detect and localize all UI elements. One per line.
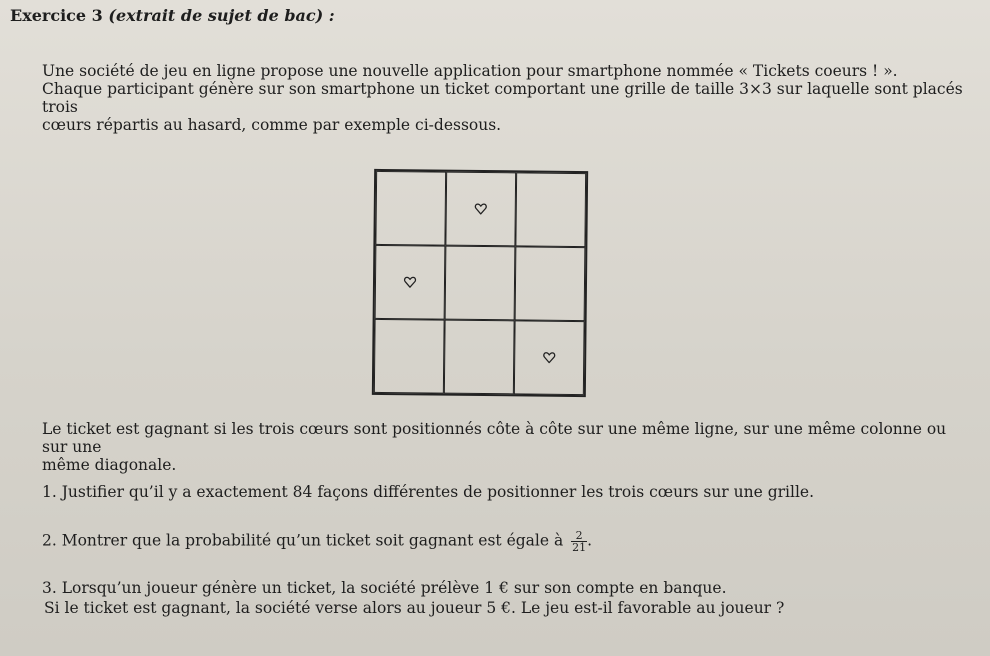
grid-cell — [444, 320, 515, 395]
intro-line-1: Une société de jeu en ligne propose une nouvelle application pour smartphone nommée « Tickets coeurs ! ». — [42, 62, 898, 80]
exercise-title — [10, 6, 335, 25]
question-3 — [42, 578, 784, 618]
question-1: 1. Justifier qu’il y a exactement 84 façons différentes de positionner les trois cœurs sur une grille. — [42, 483, 815, 501]
winning-rule-line-2: même diagonale. — [42, 456, 177, 474]
question-3-line-1: 3. Lorsqu’un joueur génère un ticket, la société prélève 1 € sur son compte en banque. — [42, 579, 727, 597]
winning-rule-line-1: Le ticket est gagnant si les trois cœurs sont positionnés côte à côte sur une même ligne, sur une même colonne ou sur une — [42, 420, 947, 456]
grid-cell — [515, 246, 586, 321]
fraction-numerator: 2 — [575, 529, 583, 542]
question-3-line-2: Si le ticket est gagnant, la société verse alors au joueur 5 €. Le jeu est-il favorable au joueur ? — [44, 599, 785, 617]
grid-cell — [375, 171, 446, 246]
probability-fraction — [571, 530, 587, 553]
question-2 — [42, 530, 592, 553]
heart-icon — [474, 202, 488, 216]
winning-rule — [42, 420, 972, 474]
heart-icon — [542, 351, 556, 365]
exercise-title-subtitle: (extrait de sujet de bac) : — [108, 6, 335, 25]
heart-icon — [403, 275, 417, 289]
intro-line-3: cœurs répartis au hasard, comme par exemple ci-dessous. — [42, 116, 502, 134]
grid-cell — [445, 172, 516, 247]
intro-line-2: Chaque participant génère sur son smartphone un ticket comportant une grille de taille 3×3 sur laquelle sont placés trois — [42, 80, 963, 116]
grid-cell — [514, 320, 585, 395]
fraction-denominator: 21 — [572, 541, 587, 554]
ticket-grid — [372, 169, 588, 397]
exercise-intro — [42, 62, 982, 134]
question-2-text: 2. Montrer que la probabilité qu’un ticket soit gagnant est égale à — [42, 531, 564, 550]
question-2-end: . — [587, 531, 593, 550]
exercise-title-main: Exercice 3 — [10, 6, 103, 25]
grid-cell — [375, 245, 446, 320]
grid-cell — [374, 319, 445, 394]
grid-cell — [445, 246, 516, 321]
grid-cell — [515, 172, 586, 247]
